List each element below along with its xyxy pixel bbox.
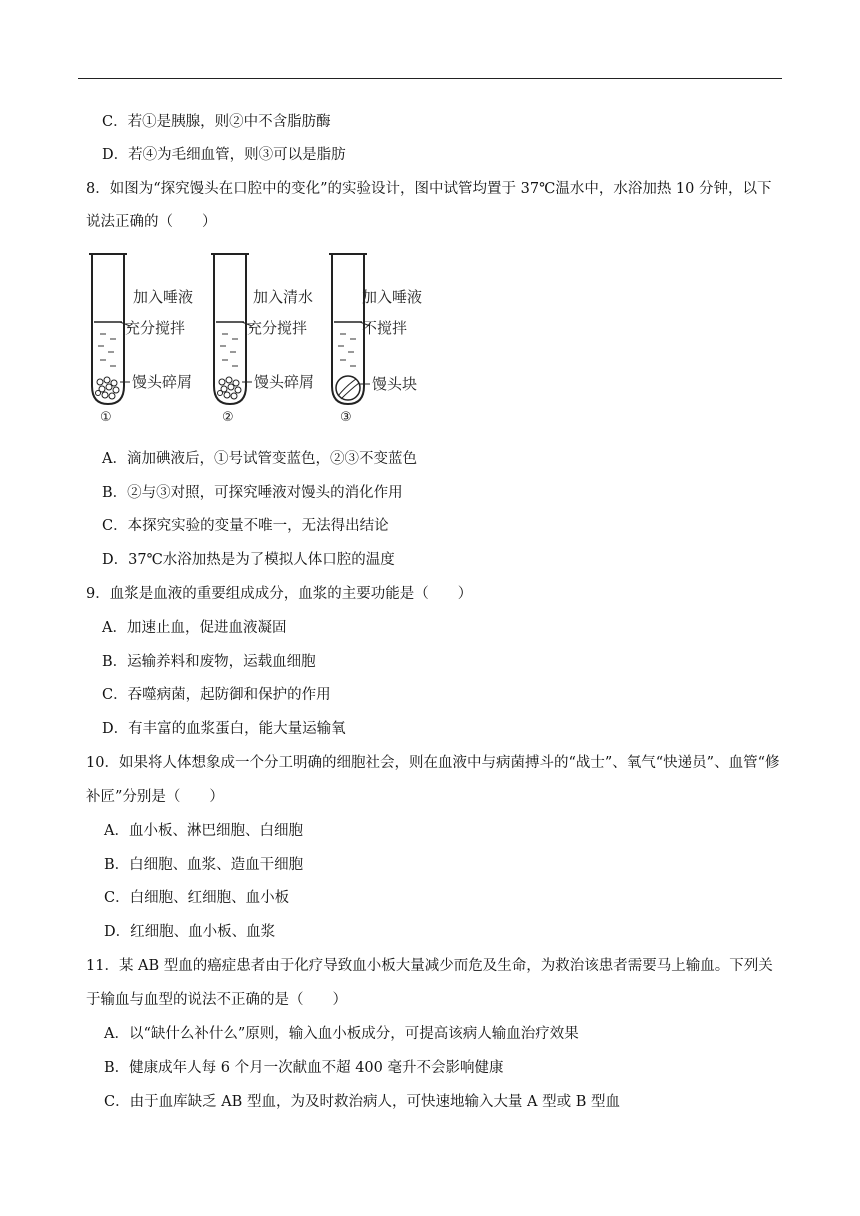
tube-2-number: ② xyxy=(222,410,234,425)
q10-option-d: D．红细胞、血小板、血浆 xyxy=(104,924,276,940)
q11-stem-line1: 11．某 AB 型血的癌症患者由于化疗导致血小板大量减少而危及生命，为救治该患者需要马上输血。下列关 xyxy=(86,958,773,974)
q10-stem-line2: 补匠”分别是（ ） xyxy=(86,789,224,805)
test-tube-2 xyxy=(211,254,252,404)
q7-option-c: C．若①是胰腺，则②中不含脂肪酶 xyxy=(102,114,331,130)
q9-stem: 9．血浆是血液的重要组成成分，血浆的主要功能是（ ） xyxy=(86,586,473,602)
q11-option-c: C．由于血库缺乏 AB 型血，为及时救治病人，可快速地输入大量 A 型或 B 型血 xyxy=(104,1094,621,1110)
q8-stem-line2: 说法正确的（ ） xyxy=(86,214,217,230)
q8-option-a: A．滴加碘液后，①号试管变蓝色，②③不变蓝色 xyxy=(102,451,417,467)
tube-1-number: ① xyxy=(100,410,112,425)
tube-1-mid-label: 充分搅拌 xyxy=(125,319,186,337)
q8-option-b: B．②与③对照，可探究唾液对馒头的消化作用 xyxy=(102,485,403,501)
header-rule xyxy=(78,78,782,79)
q8-option-c: C．本探究实验的变量不唯一，无法得出结论 xyxy=(102,518,389,534)
q9-option-c: C．吞噬病菌，起防御和保护的作用 xyxy=(102,687,331,703)
q11-stem-line2: 于输血与血型的说法不正确的是（ ） xyxy=(86,992,347,1008)
q9-option-b: B．运输养料和废物，运载血细胞 xyxy=(102,654,316,670)
q7-option-d: D．若④为毛细血管，则③可以是脂肪 xyxy=(102,147,346,163)
tube-1-bottom-label: 馒头碎屑 xyxy=(132,373,193,391)
tube-2-top-label: 加入清水 xyxy=(253,288,314,306)
q9-option-d: D．有丰富的血浆蛋白，能大量运输氧 xyxy=(102,721,346,737)
q8-stem-line1: 8．如图为“探究馒头在口腔中的变化”的实验设计，图中试管均置于 37℃温水中，水浴加热 10 分钟，以下 xyxy=(86,181,772,197)
tube-3-top-label: 加入唾液 xyxy=(362,288,423,306)
q9-option-a: A．加速止血，促进血液凝固 xyxy=(102,620,287,636)
q10-option-c: C．白细胞、红细胞、血小板 xyxy=(104,890,290,906)
tube-3-bottom-label: 馒头块 xyxy=(372,375,418,393)
tube-3-mid-label: 不搅拌 xyxy=(362,319,408,337)
q10-option-a: A．血小板、淋巴细胞、白细胞 xyxy=(104,823,303,839)
q10-stem-line1: 10．如果将人体想象成一个分工明确的细胞社会，则在血液中与病菌搏斗的“战士”、氧气“快递员”、血管“修 xyxy=(86,755,780,771)
tube-1-top-label: 加入唾液 xyxy=(133,288,194,306)
q10-option-b: B．白细胞、血浆、造血干细胞 xyxy=(104,857,304,873)
q8-option-d: D．37℃水浴加热是为了模拟人体口腔的温度 xyxy=(102,552,395,568)
q11-option-a: A．以“缺什么补什么”原则，输入血小板成分，可提高该病人输血治疗效果 xyxy=(104,1026,579,1042)
tube-2-mid-label: 充分搅拌 xyxy=(247,319,308,337)
tube-3-number: ③ xyxy=(340,410,352,425)
q8-test-tube-figure xyxy=(80,246,440,428)
q11-option-b: B．健康成年人每 6 个月一次献血不超 400 毫升不会影响健康 xyxy=(104,1060,504,1076)
test-tube-1 xyxy=(89,254,130,404)
tube-2-bottom-label: 馒头碎屑 xyxy=(254,373,315,391)
